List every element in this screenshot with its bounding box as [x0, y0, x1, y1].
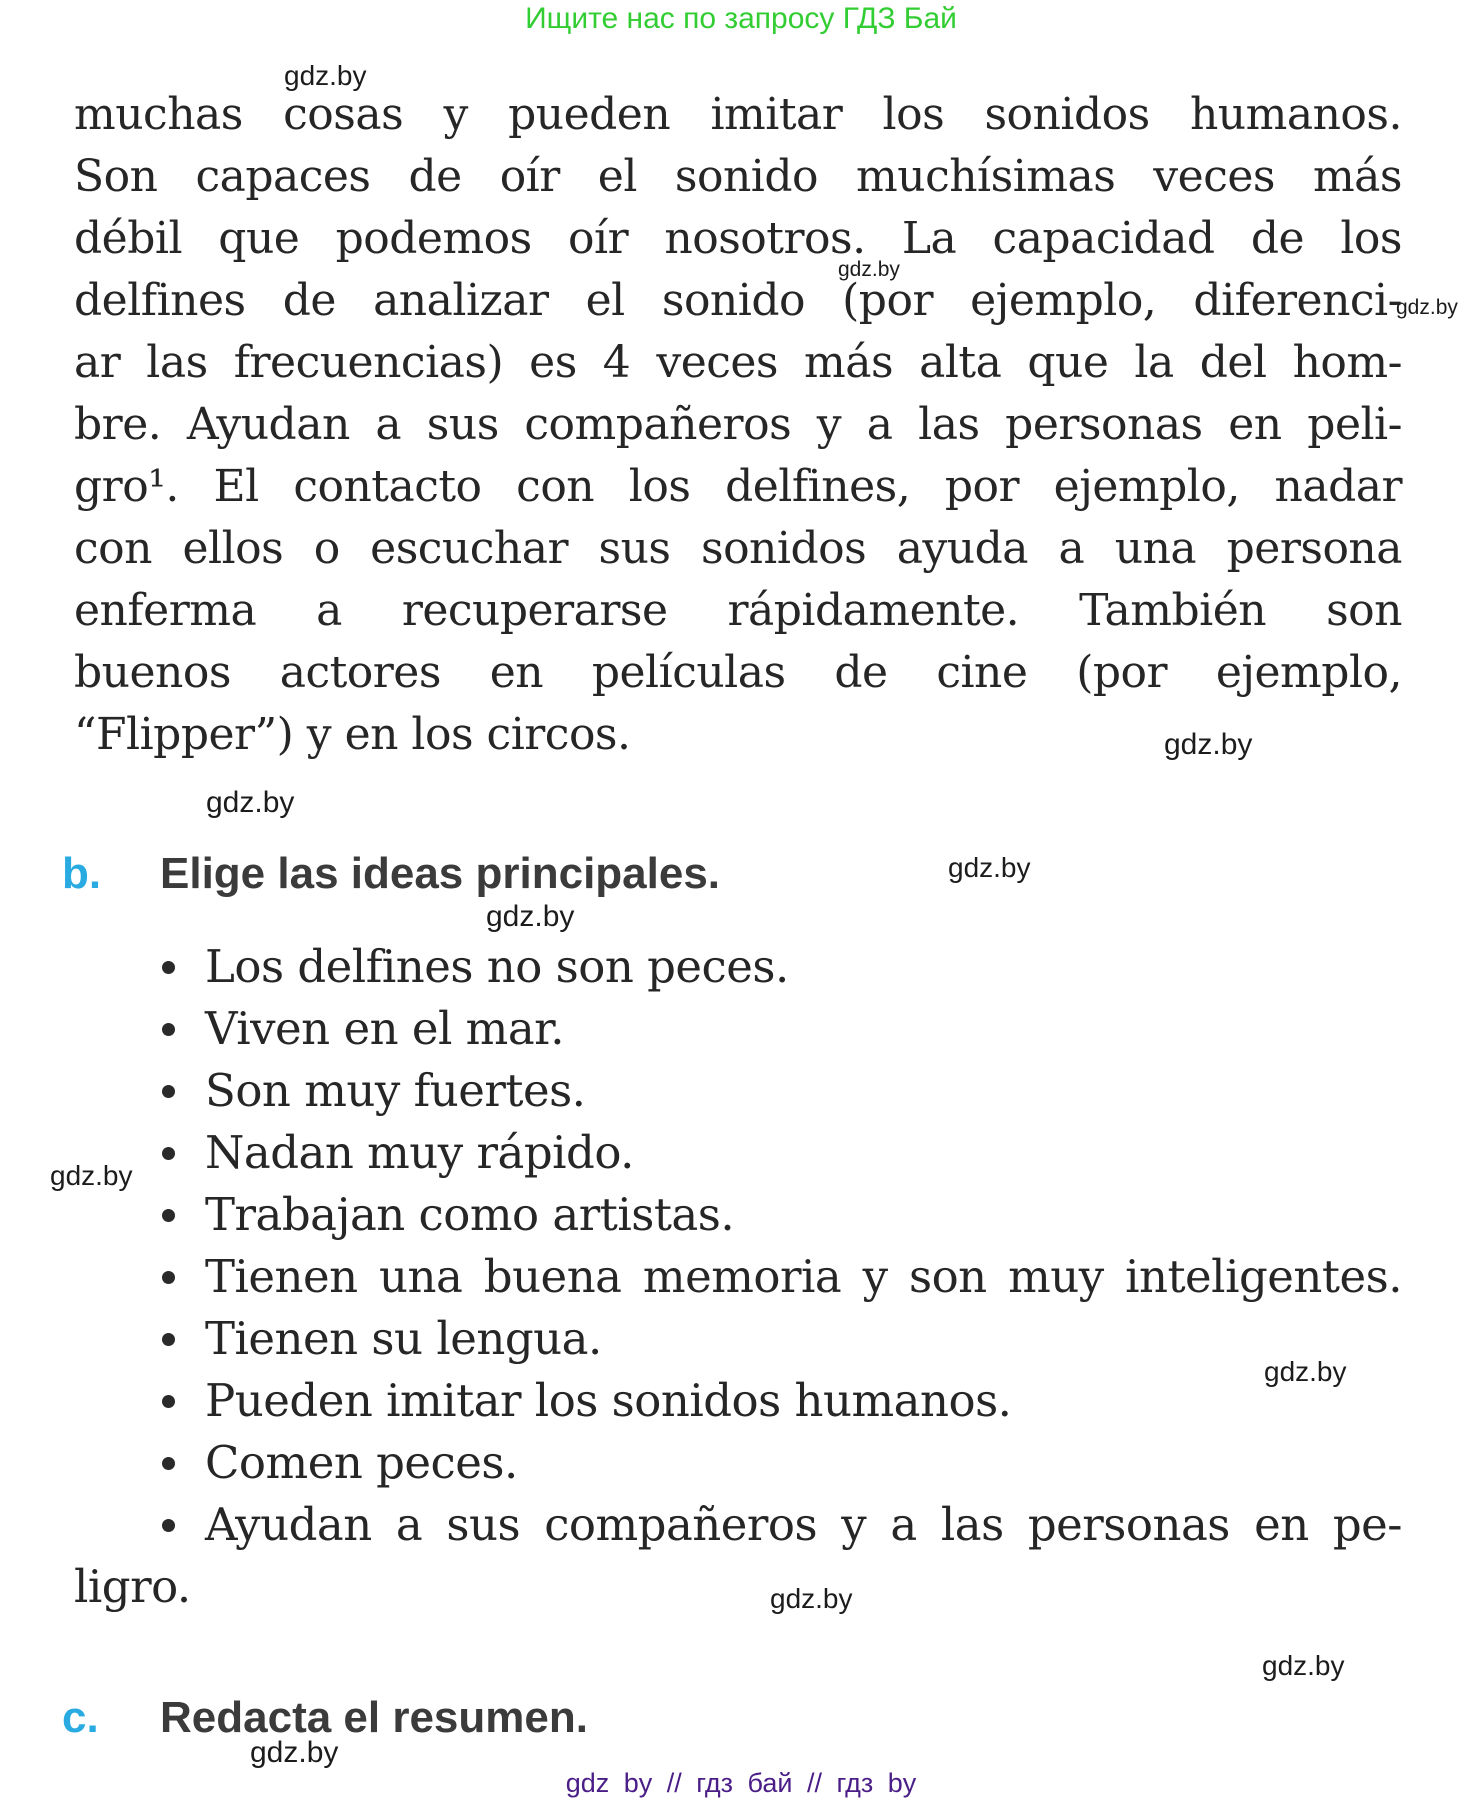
list-item: Tienen su lengua.	[74, 1308, 1402, 1370]
watermark-gdzby: gdz.by	[1396, 296, 1458, 319]
top-search-banner: Ищите нас по запросу ГДЗ Бай	[525, 2, 957, 35]
list-item: Trabajan como artistas.	[74, 1184, 1402, 1246]
list-item: Pueden imitar los sonidos humanos.	[74, 1370, 1402, 1432]
paragraph-line: Son capaces de oír el sonido muchísimas veces más	[74, 151, 1402, 202]
watermark-gdzby: gdz.by	[1262, 1650, 1345, 1681]
list-item: Ayudan a sus compañeros y a las personas en pe-	[74, 1494, 1402, 1556]
footer-watermark: gdz by // гдз бай // гдз by	[565, 1768, 917, 1798]
watermark-gdzby: gdz.by	[1164, 728, 1253, 761]
watermark-gdzby: gdz.by	[838, 258, 900, 281]
paragraph-line: muchas cosas y pueden imitar los sonidos humanos.	[74, 89, 1402, 140]
paragraph-line: enferma a recuperarse rápidamente. También son	[74, 585, 1402, 636]
watermark-gdzby: gdz.by	[284, 60, 367, 91]
list-item: Tienen una buena memoria y son muy inteligentes.	[74, 1246, 1402, 1308]
list-item: Comen peces.	[74, 1432, 1402, 1494]
section-c-heading	[62, 1690, 588, 1746]
list-item: Los delfines no son peces.	[74, 936, 1402, 998]
section-b-heading	[62, 846, 720, 902]
section-b-marker: b.	[62, 849, 102, 898]
watermark-gdzby: gdz.by	[206, 786, 295, 819]
watermark-gdzby: gdz.by	[948, 852, 1031, 883]
body-paragraph	[74, 84, 1402, 766]
list-item-continuation: ligro.	[74, 1560, 191, 1613]
main-ideas-list	[74, 936, 1402, 1556]
paragraph-line: con ellos o escuchar sus sonidos ayuda a una persona	[74, 523, 1402, 574]
paragraph-line: bre. Ayudan a sus compañeros y a las personas en peli-	[74, 399, 1402, 450]
section-c-title: Redacta el resumen.	[160, 1693, 588, 1742]
section-c-marker: c.	[62, 1693, 99, 1742]
paragraph-line: gro¹. El contacto con los delfines, por ejemplo, nadar	[74, 461, 1402, 512]
list-item: Viven en el mar.	[74, 998, 1402, 1060]
section-b-title: Elige las ideas principales.	[160, 849, 721, 898]
watermark-gdzby: gdz.by	[486, 900, 575, 933]
watermark-gdzby: gdz.by	[1264, 1356, 1347, 1387]
paragraph-line: ar las frecuencias) es 4 veces más alta que la del hom-	[74, 337, 1402, 388]
paragraph-line: “Flipper”) y en los circos.	[74, 709, 631, 760]
paragraph-line: débil que podemos oír nosotros. La capacidad de los	[74, 213, 1402, 264]
paragraph-line: buenos actores en películas de cine (por ejemplo,	[74, 647, 1402, 698]
watermark-gdzby: gdz.by	[250, 1736, 339, 1769]
list-item: Nadan muy rápido.	[74, 1122, 1402, 1184]
list-item: Son muy fuertes.	[74, 1060, 1402, 1122]
watermark-gdzby: gdz.by	[50, 1160, 133, 1191]
watermark-gdzby: gdz.by	[770, 1583, 853, 1614]
paragraph-line: delfines de analizar el sonido (por ejemplo, diferenci-	[74, 275, 1402, 326]
